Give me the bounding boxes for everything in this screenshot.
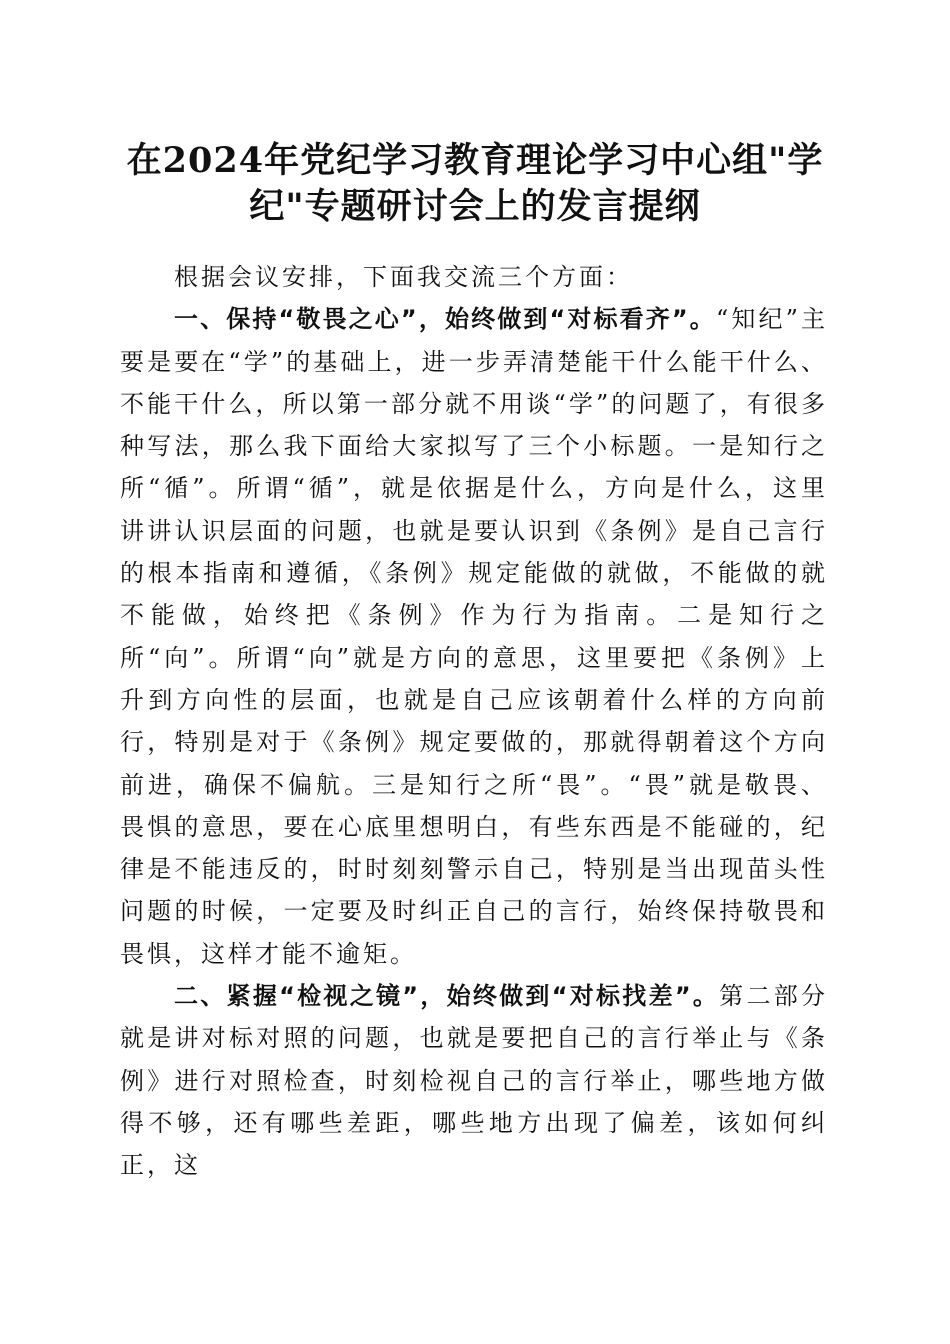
section-1-paragraph (120, 298, 828, 975)
intro-paragraph (120, 256, 828, 298)
intro-text: 根据会议安排，下面我交流三个方面： (174, 263, 633, 291)
section-2-text: 第二部分就是讲对标对照的问题，也就是要把自己的言行举止与《条例》进行对照检查，时刻检视自己的言行举止，哪些地方做得不够，还有哪些差距，哪些地方出现了偏差，该如何纠正，这 (120, 982, 829, 1180)
section-2-paragraph (120, 975, 828, 1186)
section-1-heading: 一、保持“敬畏之心”，始终做到“对标看齐”。 (174, 305, 716, 334)
document-body (120, 256, 828, 1187)
section-1-text: “知纪”主要是要在“学”的基础上，进一步弄清楚能干什么能干什么、不能干什么，所以第一部分就不用谈“学”的问题了，有很多种写法，那么我下面给大家拟写了三个小标题。一是知行之所“循”。所谓“循”，就是依据是什么，方向是什么，这里讲讲认识层面的问题，也就是要认识到《条例》是自己言行的根本指南和遵循，《条例》规定能做的就做，不能做的就不能做，始终把《条例》作为行为指南。二是知行之所“向”。所谓“向”就是方向的意思，这里要把《条例》上升到方向性的层面，也就是自己应该朝着什么样的方向前行，特别是对于《条例》规定要做的，那就得朝着这个方向前进，确保不偏航。三是知行之所“畏”。“畏”就是敬畏、畏惧的意思，要在心底里想明白，有些东西是不能碰的，纪律是不能违反的，时时刻刻警示自己，特别是当出现苗头性问题的时候，一定要及时纠正自己的言行，始终保持敬畏和畏惧，这样才能不逾矩。 (120, 305, 828, 968)
document-title: 在2024年党纪学习教育理论学习中心组"学纪"专题研讨会上的发言提纲 (126, 140, 824, 227)
section-2-heading: 二、紧握“检视之镜”，始终做到“对标找差”。 (174, 982, 720, 1011)
